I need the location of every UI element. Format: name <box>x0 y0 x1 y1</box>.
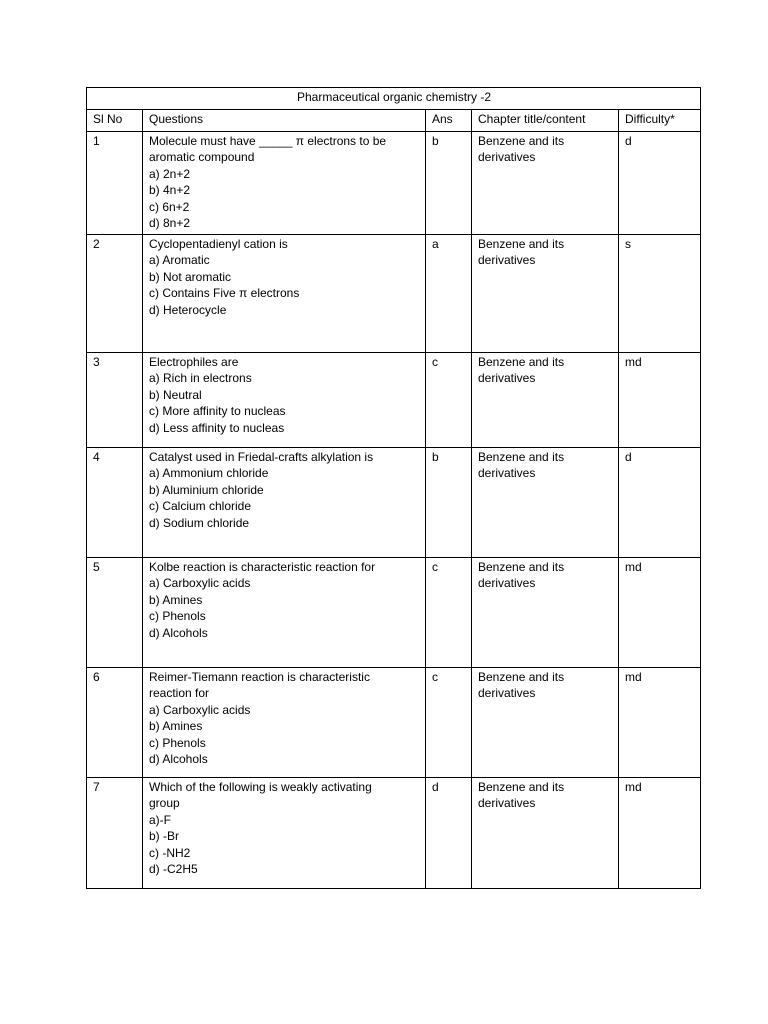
option-item: c) Phenols <box>149 735 206 750</box>
answer-cell: c <box>426 353 472 448</box>
chapter-text: Benzene and its <box>478 670 565 684</box>
chapter-text: Benzene and its <box>478 134 565 148</box>
option-item: a) Carboxylic acids <box>149 576 251 591</box>
option-item: b) Neutral <box>149 387 202 402</box>
option-item: d) Alcohols <box>149 752 208 767</box>
option-item: c) 6n+2 <box>149 199 190 214</box>
question-text: aromatic compound <box>149 150 255 165</box>
question-row <box>87 235 701 353</box>
question-text: Reimer-Tiemann reaction is characteristic <box>149 670 370 684</box>
question-row <box>87 778 701 889</box>
question-text: Catalyst used in Friedal-crafts alkylation is <box>149 450 374 464</box>
option-item: b) 4n+2 <box>149 183 191 198</box>
header-row <box>87 110 701 132</box>
answer-cell: b <box>426 132 472 235</box>
question-row <box>87 448 701 558</box>
chapter-text: derivatives <box>478 576 536 591</box>
option-item: b) Amines <box>149 719 203 734</box>
chapter-text: derivatives <box>478 150 536 165</box>
question-row <box>87 132 701 235</box>
question-cell <box>143 668 426 778</box>
chapter-text: derivatives <box>478 253 536 268</box>
serial-number: 7 <box>87 778 143 889</box>
question-text: Electrophiles are <box>149 355 239 369</box>
serial-number: 6 <box>87 668 143 778</box>
option-item: c) More affinity to nucleas <box>149 404 286 419</box>
question-text: Which of the following is weakly activating <box>149 780 372 794</box>
option-item: a)-F <box>149 812 171 827</box>
option-item: c) -NH2 <box>149 845 191 860</box>
answer-cell: c <box>426 668 472 778</box>
difficulty-cell: s <box>619 235 701 353</box>
question-table <box>86 87 701 889</box>
chapter-text: Benzene and its <box>478 450 565 464</box>
question-text: Molecule must have _____ π electrons to be <box>149 134 387 148</box>
option-item: c) Calcium chloride <box>149 499 252 514</box>
difficulty-cell: d <box>619 448 701 558</box>
chapter-text: derivatives <box>478 466 536 481</box>
option-item: c) Phenols <box>149 609 206 624</box>
question-cell <box>143 778 426 889</box>
title-row <box>87 88 701 110</box>
option-item: c) Contains Five π electrons <box>149 286 300 301</box>
question-text: Cyclopentadienyl cation is <box>149 237 288 251</box>
question-row <box>87 668 701 778</box>
option-item: d) Less affinity to nucleas <box>149 420 285 435</box>
option-item: b) -Br <box>149 829 179 844</box>
option-item: d) Sodium chloride <box>149 515 250 530</box>
serial-number: 5 <box>87 558 143 668</box>
difficulty-cell: d <box>619 132 701 235</box>
chapter-cell <box>472 353 619 448</box>
header-sl-no: Sl No <box>87 110 143 132</box>
option-item: b) Aluminium chloride <box>149 482 264 497</box>
page-title: Pharmaceutical organic chemistry -2 <box>87 88 701 110</box>
header-difficulty: Difficulty* <box>619 110 701 132</box>
difficulty-cell: md <box>619 558 701 668</box>
option-item: a) Aromatic <box>149 253 210 268</box>
chapter-text: derivatives <box>478 796 536 811</box>
question-row <box>87 558 701 668</box>
option-item: a) Carboxylic acids <box>149 702 251 717</box>
question-cell <box>143 132 426 235</box>
chapter-text: Benzene and its <box>478 780 565 794</box>
question-text: reaction for <box>149 686 210 701</box>
chapter-cell <box>472 558 619 668</box>
chapter-cell <box>472 235 619 353</box>
question-cell <box>143 558 426 668</box>
difficulty-cell: md <box>619 353 701 448</box>
header-ans: Ans <box>426 110 472 132</box>
serial-number: 2 <box>87 235 143 353</box>
option-item: d) -C2H5 <box>149 862 198 877</box>
serial-number: 1 <box>87 132 143 235</box>
chapter-cell <box>472 778 619 889</box>
option-item: a) Rich in electrons <box>149 371 252 386</box>
difficulty-cell: md <box>619 668 701 778</box>
answer-cell: c <box>426 558 472 668</box>
option-item: a) Ammonium chloride <box>149 466 269 481</box>
serial-number: 4 <box>87 448 143 558</box>
option-item: b) Amines <box>149 592 203 607</box>
option-item: b) Not aromatic <box>149 269 232 284</box>
chapter-cell <box>472 668 619 778</box>
chapter-cell <box>472 132 619 235</box>
serial-number: 3 <box>87 353 143 448</box>
option-item: d) Alcohols <box>149 625 208 640</box>
answer-cell: d <box>426 778 472 889</box>
chapter-text: Benzene and its <box>478 355 565 369</box>
header-questions: Questions <box>143 110 426 132</box>
question-text: Kolbe reaction is characteristic reaction for <box>149 560 376 574</box>
question-text: group <box>149 796 180 811</box>
chapter-text: derivatives <box>478 686 536 701</box>
chapter-text: Benzene and its <box>478 237 565 251</box>
option-item: d) 8n+2 <box>149 216 191 231</box>
question-cell <box>143 448 426 558</box>
question-cell <box>143 353 426 448</box>
chapter-text: derivatives <box>478 371 536 386</box>
difficulty-cell: md <box>619 778 701 889</box>
chapter-text: Benzene and its <box>478 560 565 574</box>
option-item: a) 2n+2 <box>149 166 191 181</box>
option-item: d) Heterocycle <box>149 302 227 317</box>
header-chapter: Chapter title/content <box>472 110 619 132</box>
question-cell <box>143 235 426 353</box>
question-row <box>87 353 701 448</box>
answer-cell: a <box>426 235 472 353</box>
chapter-cell <box>472 448 619 558</box>
answer-cell: b <box>426 448 472 558</box>
